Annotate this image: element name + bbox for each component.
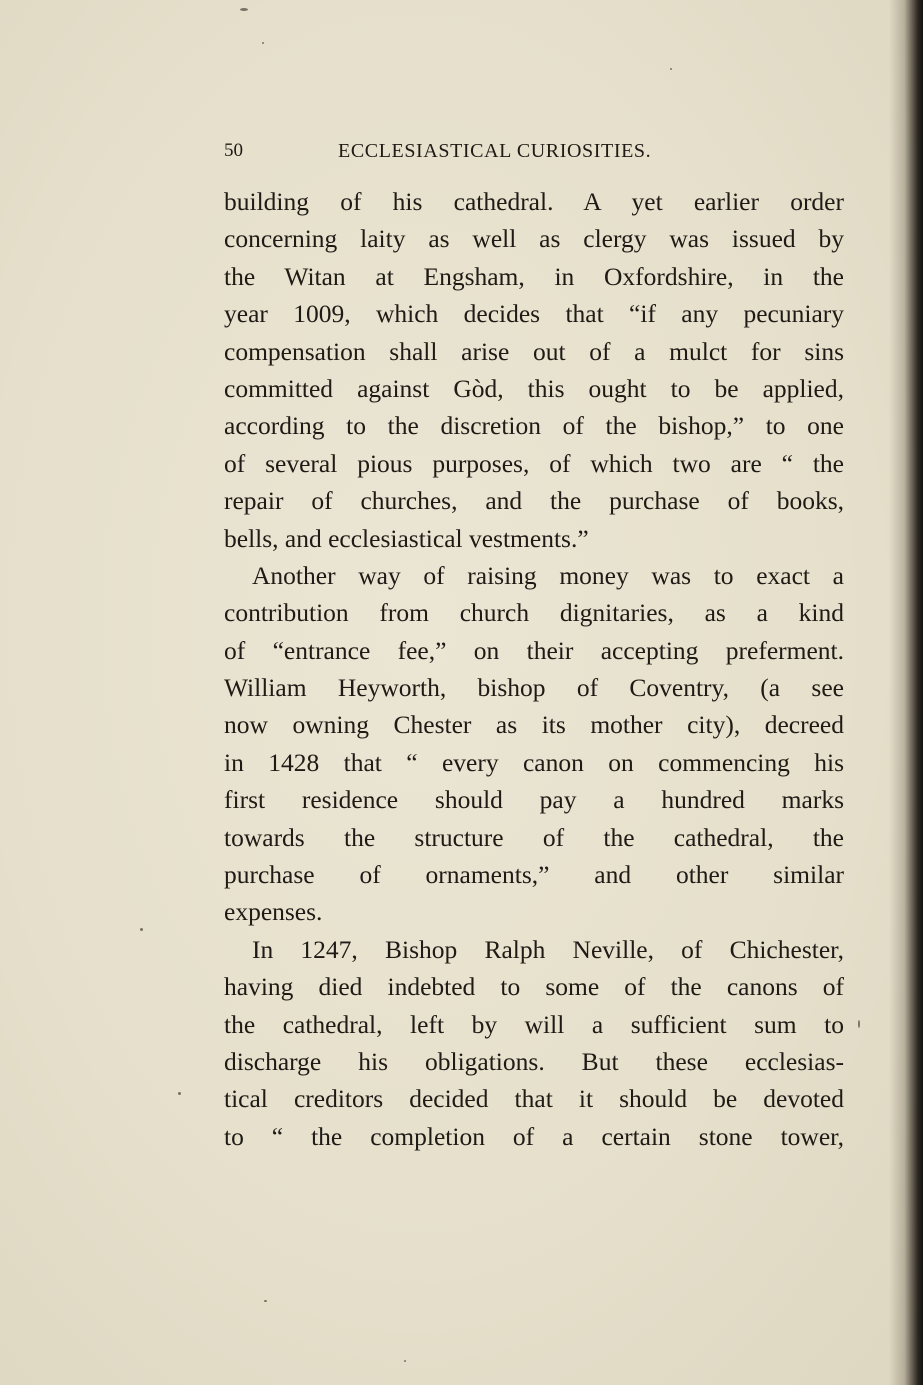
text-line: building of his cathedral. A yet earlier order	[224, 187, 844, 216]
text-line: towards the structure of the cathedral, the	[224, 822, 844, 852]
text-line: in 1428 that “ every canon on commencing his	[224, 747, 844, 777]
text-line: committed against Gòd, this ought to be applied,	[224, 373, 844, 403]
page-edge-shadow	[889, 0, 923, 1385]
text-line: first residence should pay a hundred marks	[224, 785, 844, 815]
text-line: concerning laity as well as clergy was issued by	[224, 224, 844, 254]
text-line: William Heyworth, bishop of Coventry, (a see	[224, 673, 844, 703]
paper-speck	[140, 928, 143, 931]
paper-speck	[262, 42, 264, 44]
paper-speck	[670, 68, 672, 70]
text-line: purchase of ornaments,” and other similar	[224, 860, 844, 890]
text-line: repair of churches, and the purchase of books,	[224, 486, 844, 516]
page-number: 50	[224, 140, 243, 161]
paragraph-first-line: In 1247, Bishop Ralph Neville, of Chichester,	[252, 934, 844, 964]
body-text	[224, 183, 844, 1155]
page-header	[224, 140, 724, 170]
text-line: now owning Chester as its mother city), decreed	[224, 710, 844, 740]
text-line: year 1009, which decides that “if any pecuniary	[224, 299, 844, 329]
text-line: of “entrance fee,” on their accepting preferment.	[224, 635, 844, 665]
text-line: to “ the completion of a certain stone tower,	[224, 1121, 844, 1151]
paragraph-first-line: Another way of raising money was to exact a	[252, 560, 844, 590]
text-line: compensation shall arise out of a mulct for sins	[224, 336, 844, 366]
text-line: the Witan at Engsham, in Oxfordshire, in the	[224, 261, 844, 291]
text-line: expenses.	[224, 897, 323, 927]
running-title: ECCLESIASTICAL CURIOSITIES.	[338, 140, 652, 162]
text-line: of several pious purposes, of which two are “ the	[224, 448, 844, 478]
paper-speck	[264, 1300, 267, 1302]
paper-speck	[178, 1092, 181, 1095]
paper-speck	[240, 8, 248, 11]
text-line: the cathedral, left by will a sufficient sum to	[224, 1009, 844, 1039]
paper-speck	[858, 1020, 860, 1028]
paper-speck	[404, 1360, 406, 1362]
text-line: bells, and ecclesiastical vestments.”	[224, 523, 589, 553]
text-line: discharge his obligations. But these ecclesias-	[224, 1046, 844, 1076]
text-line: according to the discretion of the bishop,” to one	[224, 411, 844, 441]
text-line: tical creditors decided that it should be devoted	[224, 1084, 844, 1114]
text-line: contribution from church dignitaries, as a kind	[224, 598, 844, 628]
text-line: having died indebted to some of the canons of	[224, 972, 844, 1002]
